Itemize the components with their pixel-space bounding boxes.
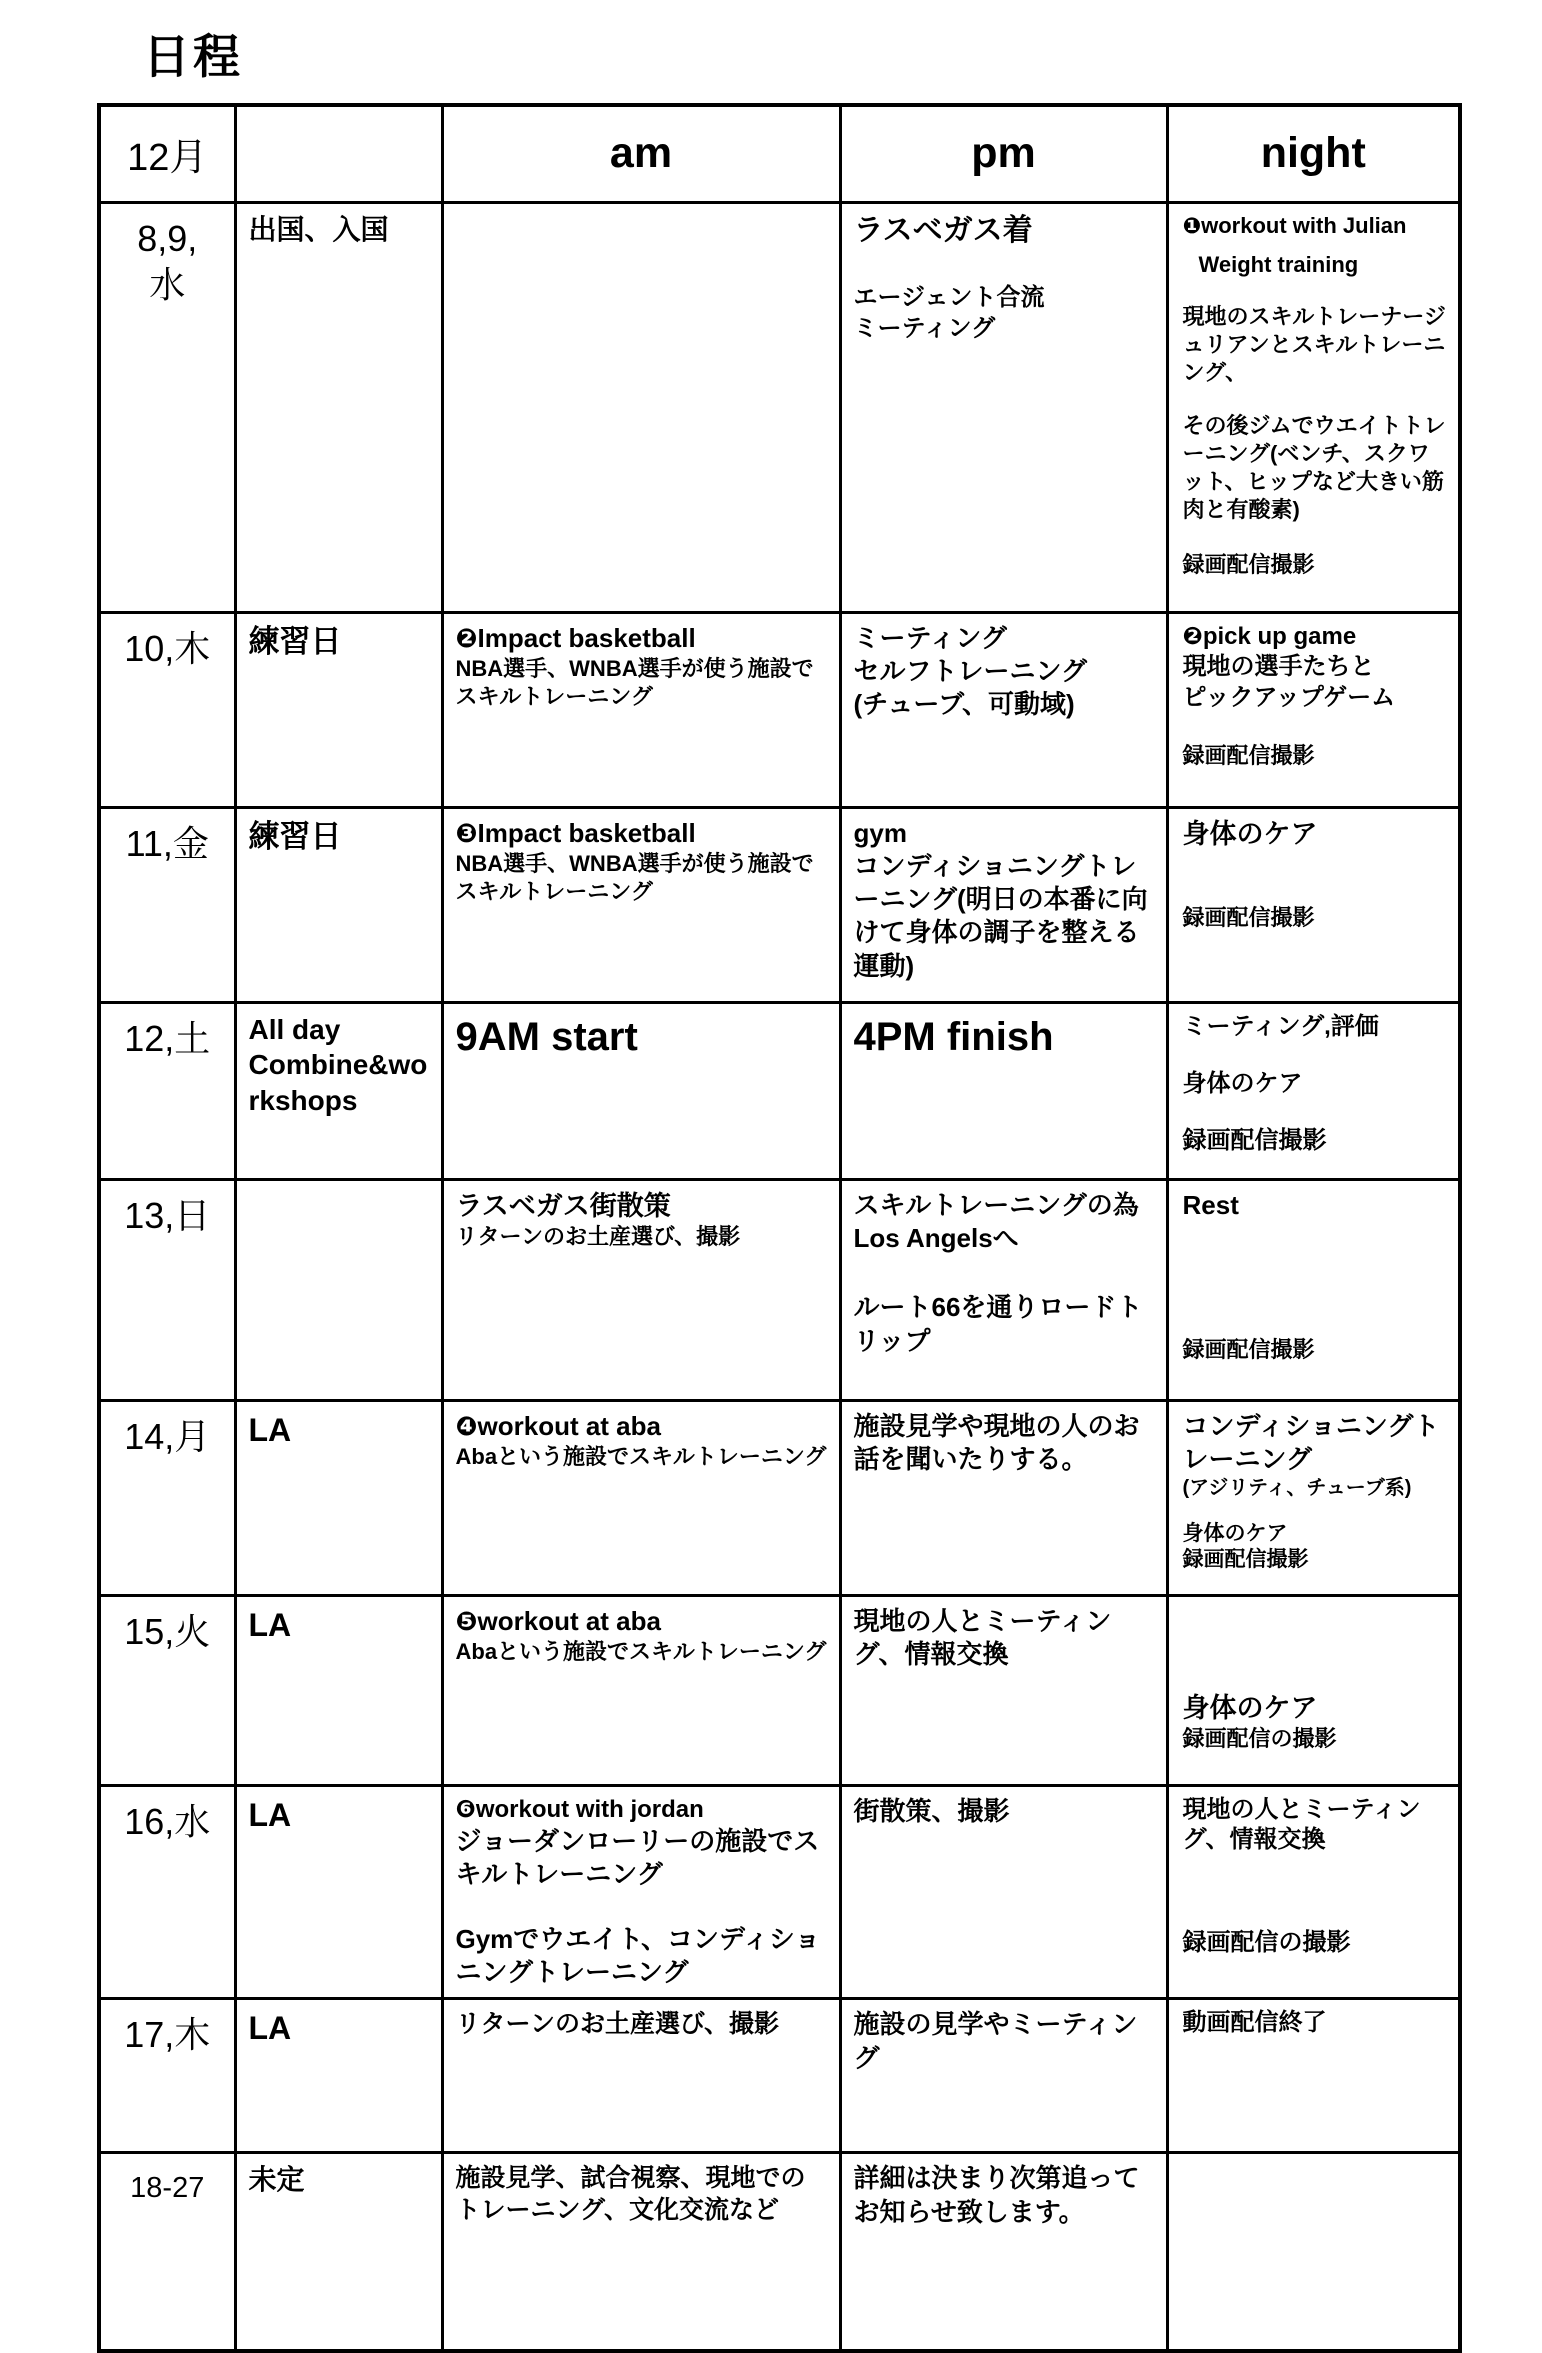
cell-text: NBA選手、WNBA選手が使う施設でスキルトレーニング xyxy=(455,850,814,904)
cell-text: 練習日 xyxy=(248,818,342,854)
label-cell xyxy=(235,807,442,1002)
cell-text: 現地の人とミーティング、情報交換 xyxy=(1182,1795,1421,1854)
cell-text: 施設の見学やミーティング xyxy=(853,2009,1138,2073)
schedule-row xyxy=(99,1002,1460,1179)
date-cell: 18-27 xyxy=(99,2153,235,2351)
schedule-row xyxy=(99,202,1460,612)
header-am: am xyxy=(442,105,840,202)
cell-text: 現地の人とミーティング、情報交換 xyxy=(853,1605,1112,1669)
cell-text: ミーティング xyxy=(853,315,996,343)
cell-text: ❶workout with Julian xyxy=(1182,212,1407,238)
pm-cell xyxy=(840,1002,1167,1179)
cell-text: 9AM start xyxy=(455,1014,638,1059)
am-cell xyxy=(442,202,840,612)
cell-text: ルート66を通りロードトリップ xyxy=(853,1292,1143,1356)
schedule-header xyxy=(99,105,1460,202)
cell-text: 録画配信撮影 xyxy=(1182,1548,1309,1572)
cell-text: ラスベガス着 xyxy=(853,213,1033,247)
date-cell: 11,金 xyxy=(99,807,235,1002)
schedule-row xyxy=(99,1785,1460,1999)
am-cell xyxy=(442,1400,840,1595)
header-month: 12月 xyxy=(99,105,235,202)
cell-text: エージェント合流 xyxy=(853,284,1045,312)
cell-text: LA xyxy=(248,1796,292,1833)
cell-text: 身体のケア xyxy=(1182,1692,1318,1723)
cell-text: コンディショニングトレーニング xyxy=(1182,1410,1440,1474)
cell-text: 練習日 xyxy=(248,623,342,659)
cell-text: 身体のケア xyxy=(1182,1069,1303,1097)
cell-text: 録画配信の撮影 xyxy=(1182,1726,1337,1752)
pm-cell xyxy=(840,1999,1167,2153)
cell-text: ❸Impact basketball xyxy=(455,817,696,848)
cell-text: ❹workout at aba xyxy=(455,1410,661,1441)
label-cell xyxy=(235,1999,442,2153)
am-cell xyxy=(442,1002,840,1179)
pm-cell xyxy=(840,1785,1167,1999)
label-cell xyxy=(235,2153,442,2351)
header-pm: pm xyxy=(840,105,1167,202)
page-title: 日程 xyxy=(143,30,243,83)
cell-text: ❷pick up game xyxy=(1182,622,1357,650)
cell-text: コンディショニングトレーニング(明日の本番に向けて身体の調子を整える運動) xyxy=(853,850,1148,981)
am-cell xyxy=(442,612,840,807)
cell-text: 出国、入国 xyxy=(248,213,389,245)
cell-text: LA xyxy=(248,1411,292,1448)
cell-text: 身体のケア xyxy=(1182,818,1318,849)
cell-text: 録画配信撮影 xyxy=(1182,1126,1327,1154)
date-cell: 12,土 xyxy=(99,1002,235,1179)
cell-text: NBA選手、WNBA選手が使う施設でスキルトレーニング xyxy=(455,655,814,709)
label-cell xyxy=(235,1400,442,1595)
night-cell xyxy=(1167,1785,1460,1999)
header-row xyxy=(99,105,1460,202)
cell-text: セルフトレーニング xyxy=(853,655,1087,686)
night-cell xyxy=(1167,1179,1460,1400)
night-cell xyxy=(1167,2153,1460,2351)
cell-text: 施設見学、試合視察、現地でのトレーニング、文化交流など xyxy=(455,2164,806,2225)
cell-text: 施設見学や現地の人のお話を聞いたりする。 xyxy=(853,1410,1140,1474)
cell-text: ❺workout at aba xyxy=(455,1605,661,1636)
cell-text: 録画配信撮影 xyxy=(1182,743,1315,769)
cell-text: (アジリティ、チューブ系) xyxy=(1182,1477,1412,1500)
night-cell xyxy=(1167,202,1460,612)
am-cell xyxy=(442,1999,840,2153)
cell-text: 詳細は決まり次第追ってお知らせ致します。 xyxy=(853,2163,1140,2227)
date-cell: 15,火 xyxy=(99,1595,235,1785)
pm-cell xyxy=(840,1595,1167,1785)
date-cell: 8,9, 水 xyxy=(99,202,235,612)
am-cell xyxy=(442,2153,840,2351)
schedule-row xyxy=(99,612,1460,807)
cell-text: 録画配信撮影 xyxy=(1182,551,1315,577)
cell-text: ミーティング,評価 xyxy=(1182,1012,1379,1040)
cell-text: LA xyxy=(248,1606,292,1643)
schedule-row xyxy=(99,1179,1460,1400)
pm-cell xyxy=(840,612,1167,807)
cell-text: リターンのお土産選び、撮影 xyxy=(455,1224,741,1250)
schedule-row xyxy=(99,1400,1460,1595)
header-category xyxy=(235,105,442,202)
date-cell: 17,木 xyxy=(99,1999,235,2153)
cell-text: その後ジムでウエイトトレーニング(ベンチ、スクワット、ヒップなど大きい筋肉と有酸素) xyxy=(1182,412,1446,523)
cell-text: Gymでウエイト、コンディショニングトレーニング xyxy=(455,1923,821,1988)
cell-text: ミーティング xyxy=(853,622,1007,653)
cell-text: 4PM finish xyxy=(853,1014,1054,1059)
cell-text: ❷Impact basketball xyxy=(455,622,696,653)
night-cell xyxy=(1167,1999,1460,2153)
cell-text: Abaという施設でスキルトレーニング xyxy=(455,1443,827,1469)
am-cell xyxy=(442,1595,840,1785)
cell-text: 録画配信撮影 xyxy=(1182,1337,1315,1363)
label-cell xyxy=(235,202,442,612)
label-cell xyxy=(235,612,442,807)
label-cell xyxy=(235,1595,442,1785)
cell-text: 録画配信撮影 xyxy=(1182,904,1315,930)
label-cell xyxy=(235,1002,442,1179)
cell-text: 現地のスキルトレーナージュリアンとスキルトレーニング、 xyxy=(1182,304,1446,386)
night-cell xyxy=(1167,1400,1460,1595)
cell-text: (チューブ、可動域) xyxy=(853,689,1075,720)
cell-text: 身体のケア xyxy=(1182,1521,1288,1545)
am-cell xyxy=(442,1179,840,1400)
night-cell xyxy=(1167,612,1460,807)
cell-text: All day Combine&workshops xyxy=(248,1013,428,1117)
cell-text: ジョーダンローリーの施設でスキルトレーニング xyxy=(455,1826,820,1890)
cell-text: gym xyxy=(853,817,907,848)
date-cell: 16,水 xyxy=(99,1785,235,1999)
date-cell: 10,木 xyxy=(99,612,235,807)
pm-cell xyxy=(840,2153,1167,2351)
pm-cell xyxy=(840,1179,1167,1400)
cell-text: スキルトレーニングの為Los Angelsへ xyxy=(853,1189,1139,1253)
cell-text: LA xyxy=(248,2010,292,2047)
pm-cell xyxy=(840,1400,1167,1595)
night-cell xyxy=(1167,807,1460,1002)
schedule-row xyxy=(99,1595,1460,1785)
cell-text: 動画配信終了 xyxy=(1182,2009,1327,2037)
cell-text: ピックアップゲーム xyxy=(1182,683,1396,711)
cell-text: 現地の選手たちと xyxy=(1182,653,1375,681)
label-cell xyxy=(235,1179,442,1400)
am-cell xyxy=(442,1785,840,1999)
cell-text: 録画配信の撮影 xyxy=(1182,1928,1351,1956)
date-cell: 14,月 xyxy=(99,1400,235,1595)
schedule-table xyxy=(97,103,1462,2353)
schedule-row xyxy=(99,1999,1460,2153)
cell-text: リターンのお土産選び、撮影 xyxy=(455,2010,780,2039)
label-cell xyxy=(235,1785,442,1999)
cell-text: ❻workout with jordan xyxy=(455,1795,704,1823)
cell-text: Rest xyxy=(1182,1189,1239,1220)
cell-text: 街散策、撮影 xyxy=(853,1795,1010,1826)
night-cell xyxy=(1167,1002,1460,1179)
pm-cell xyxy=(840,202,1167,612)
schedule-row xyxy=(99,807,1460,1002)
header-night: night xyxy=(1167,105,1460,202)
cell-text: ラスベガス街散策 xyxy=(455,1190,671,1221)
night-cell xyxy=(1167,1595,1460,1785)
am-cell xyxy=(442,807,840,1002)
cell-text: Weight training xyxy=(1198,251,1359,277)
schedule-row xyxy=(99,2153,1460,2351)
schedule-body xyxy=(99,202,1460,2351)
date-cell: 13,日 xyxy=(99,1179,235,1400)
pm-cell xyxy=(840,807,1167,1002)
cell-text: 未定 xyxy=(248,2164,305,2196)
cell-text: Abaという施設でスキルトレーニング xyxy=(455,1638,827,1664)
